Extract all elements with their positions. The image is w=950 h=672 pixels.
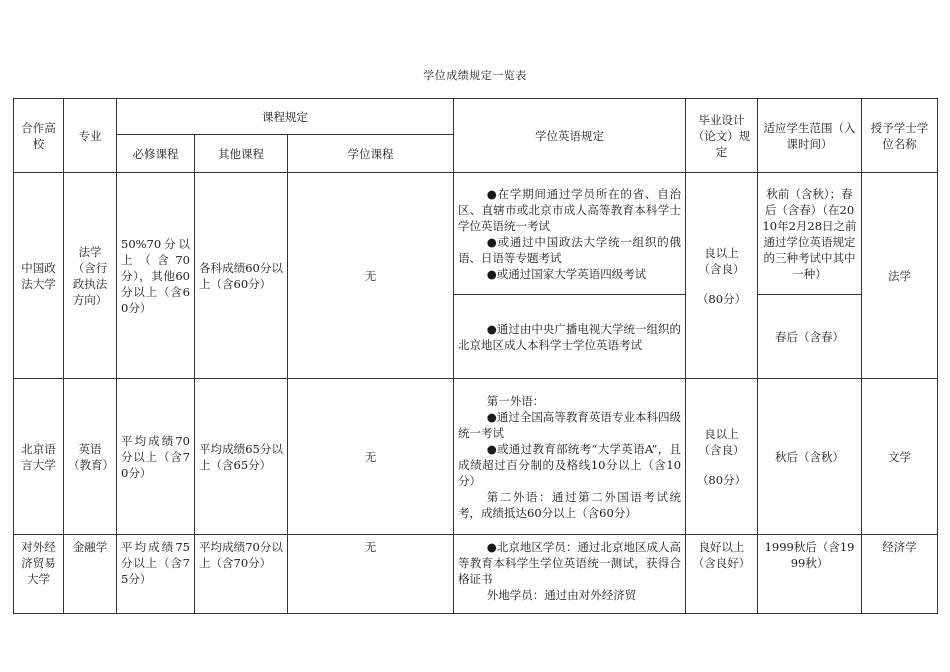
range-text: 1999秋后（含1999秋） [764, 540, 855, 570]
school-cell: 北京语言大学 [14, 379, 64, 535]
other-cell [195, 535, 288, 614]
degree-name-text: 经济学 [882, 540, 917, 554]
required-cell: 平均成绩70分以上（含70分） [117, 379, 195, 535]
header-school: 合作高校 [14, 99, 64, 173]
english-cell [454, 295, 686, 379]
thesis-score: （80分） [696, 472, 747, 487]
required-text: 平均成绩75分以上（含75分） [121, 540, 190, 586]
required-cell: 50%70分以上（含70分），其他60分以上（含60分） [117, 173, 195, 379]
thesis-cell [686, 173, 758, 379]
degree-name-cell [862, 535, 938, 614]
degree-requirements-table [13, 98, 938, 614]
english-line: ●或通过国家大学英语四级考试 [486, 266, 647, 281]
other-cell: 各科成绩60分以上（含60分） [195, 173, 288, 379]
header-row-1 [14, 99, 938, 135]
school-cell [14, 535, 64, 614]
table-row [14, 173, 938, 295]
thesis-text: 良好以上（含良好） [692, 540, 751, 570]
header-student-range: 适应学生范围（入课时间） [758, 99, 862, 173]
other-cell: 平均成绩65分以上（含65分） [195, 379, 288, 535]
range-cell: 秋后（含秋） [758, 379, 862, 535]
major-cell: 英语（教育） [64, 379, 117, 535]
thesis-grade: 良以上 [704, 426, 739, 441]
english-line: ●北京地区学员：通过北京地区成人高等教育本科学生学位英语统一测试，获得合格证书 [458, 540, 682, 586]
english-line: ●通过由中央广播电视大学统一组织的北京地区成人本科学士学位英语考试 [458, 321, 682, 352]
header-degree-course: 学位课程 [288, 135, 454, 173]
thesis-grade: 良以上 [704, 245, 739, 260]
header-required: 必修课程 [117, 135, 195, 173]
thesis-cell [686, 535, 758, 614]
thesis-cell [686, 379, 758, 535]
thesis-score: （80分） [696, 291, 747, 306]
english-cell [454, 173, 686, 295]
english-line: ●通过全国高等教育英语专业本科四级统一考试 [458, 409, 682, 440]
degree-course-cell [288, 535, 454, 614]
header-thesis: 毕业设计（论文）规定 [686, 99, 758, 173]
other-text: 平均成绩70分以上（含70分） [199, 540, 283, 570]
english-line: ●在学期间通过学员所在的省、自治区、直辖市或北京市成人高等教育本科学士学位英语统一考试 [458, 186, 682, 233]
range-cell: 秋前（含秋）；春后（含春）（在2010年2月28日之前通过学位英语规定的三种考试中其中一种） [758, 173, 862, 295]
major-cell [64, 535, 117, 614]
degree-course-text: 无 [364, 540, 377, 554]
english-cell [454, 535, 686, 614]
english-line: 第二外语：通过第二外国语考试统考，成绩抵达60分以上（含60分） [458, 489, 682, 520]
required-cell [117, 535, 195, 614]
table-row [14, 379, 938, 535]
degree-course-cell: 无 [288, 173, 454, 379]
header-major: 专业 [64, 99, 117, 173]
english-cell [454, 379, 686, 535]
page-title: 学位成绩规定一览表 [423, 69, 527, 82]
degree-name-cell: 文学 [862, 379, 938, 535]
header-english: 学位英语规定 [454, 99, 686, 173]
header-degree-name: 授予学士学位名称 [862, 99, 938, 173]
degree-course-cell: 无 [288, 379, 454, 535]
thesis-grade-note: （含良） [698, 442, 745, 457]
english-line: ●或通过中国政法大学统一组织的俄语、日语等专题考试 [458, 234, 682, 265]
degree-name-cell: 法学 [862, 173, 938, 379]
major-cell: 法学（含行政执法方向） [64, 173, 117, 379]
thesis-grade-note: （含良） [698, 261, 745, 276]
school-cell: 中国政法大学 [14, 173, 64, 379]
range-cell [758, 535, 862, 614]
english-line: ●或通过教育部统考“大学英语A”，且成绩超过百分制的及格线10分以上（含10分） [458, 441, 682, 488]
table-row [14, 535, 938, 614]
major-text: 金融学 [72, 540, 108, 554]
english-line: 外地学员：通过由对外经济贸 [486, 588, 637, 602]
header-course-requirements: 课程规定 [117, 99, 454, 135]
header-other: 其他课程 [195, 135, 288, 173]
range-cell: 春后（含春） [758, 295, 862, 379]
school-text: 对外经济贸易大学 [21, 540, 56, 586]
english-line: 第一外语： [486, 393, 545, 408]
